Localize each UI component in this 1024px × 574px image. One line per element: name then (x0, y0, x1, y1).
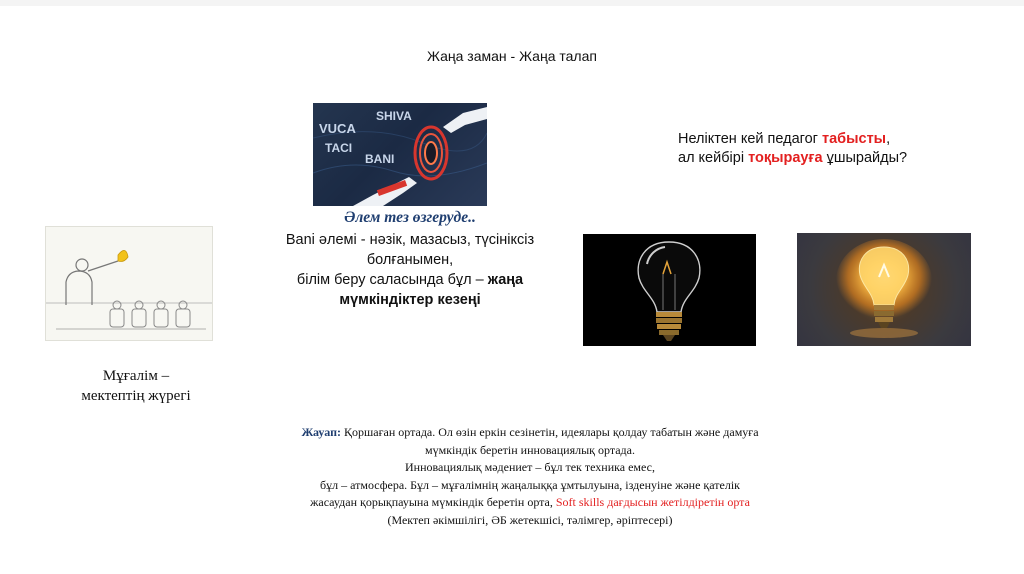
teacher-sketch (46, 227, 212, 340)
vuca-bani-image (313, 103, 487, 206)
glowing-bulb-image (797, 233, 971, 346)
dark-bulb-image (583, 234, 756, 346)
shiva-label: SHIVA (376, 109, 412, 123)
vuca-bani-illustration (313, 103, 487, 206)
slide-title: Жаңа заман - Жаңа талап (427, 48, 597, 64)
answer-line-3: Инновациялық мәдениет – бұл тек техника емес, (405, 460, 655, 474)
teacher-line-2: мектептің жүрегі (81, 388, 191, 404)
bani-line-4 (245, 290, 575, 310)
answer-line-1 (245, 424, 815, 442)
teacher-sketch-image (45, 226, 213, 341)
answer-line-6: (Мектеп әкімшілігі, ӘБ жетекшісі, тәлімгер, әріптесері) (387, 512, 673, 527)
question-text-part: ал кейбірі (678, 150, 749, 166)
vuca-label: VUCA (319, 121, 356, 136)
top-bar (0, 0, 1024, 6)
bani-world-block (245, 208, 575, 310)
soft-skills-highlight: Soft skills дағдысын жетілдіретін орта (555, 495, 750, 509)
answer-text-part: Қоршаған ортада. Ол өзін еркін сезінетін, идеялары қолдау табатын және дамуға (341, 425, 759, 439)
question-line-1 (678, 130, 907, 149)
bani-line-1: Bani әлемі - нәзік, мазасыз, түсініксіз (285, 232, 535, 248)
flame-icon (118, 250, 128, 261)
highlight-new: жаңа (487, 272, 524, 288)
world-changing-heading: Әлем тез өзгеруде.. (344, 209, 476, 226)
question-text-part: , (886, 131, 891, 147)
answer-text-part: жасаудан қорықпауына мүмкіндік беретін орта, (310, 495, 556, 509)
bani-line-2: болғанымен, (366, 252, 454, 268)
glowing-bulb-icon (797, 233, 971, 346)
answer-label: Жауап: (301, 425, 342, 439)
question-line-2 (678, 149, 907, 168)
question-text-part: ұшырайды? (822, 150, 908, 166)
answer-line-2: мүмкіндік беретін инновациялық ортада. (425, 442, 635, 457)
bani-description (245, 230, 575, 310)
question-text-part: Неліктен кей педагог (678, 131, 822, 147)
highlight-opportunities: мүмкіндіктер кезеңі (339, 292, 481, 308)
teacher-line-1: Мұғалім – (102, 368, 170, 384)
answer-block (245, 424, 815, 529)
bani-line-3 (245, 270, 575, 290)
question-text (678, 130, 907, 168)
highlight-successful: табысты (822, 131, 887, 147)
bani-text-part: білім беру саласында бұл – (296, 272, 488, 288)
bani-label: BANI (365, 152, 395, 166)
spiral-portal (415, 127, 447, 179)
answer-line-5 (245, 494, 815, 512)
answer-line-4: бұл – атмосфера. Бұл – мұғалімнің жаңалыққа ұмтылуына, ізденуіне және қателік (320, 477, 740, 492)
teacher-caption (40, 366, 232, 406)
taci-label: TACI (325, 141, 353, 155)
highlight-stagnation: тоқырауға (748, 150, 823, 166)
dark-bulb-icon (583, 234, 756, 346)
reaching-hand-upper (443, 107, 487, 133)
